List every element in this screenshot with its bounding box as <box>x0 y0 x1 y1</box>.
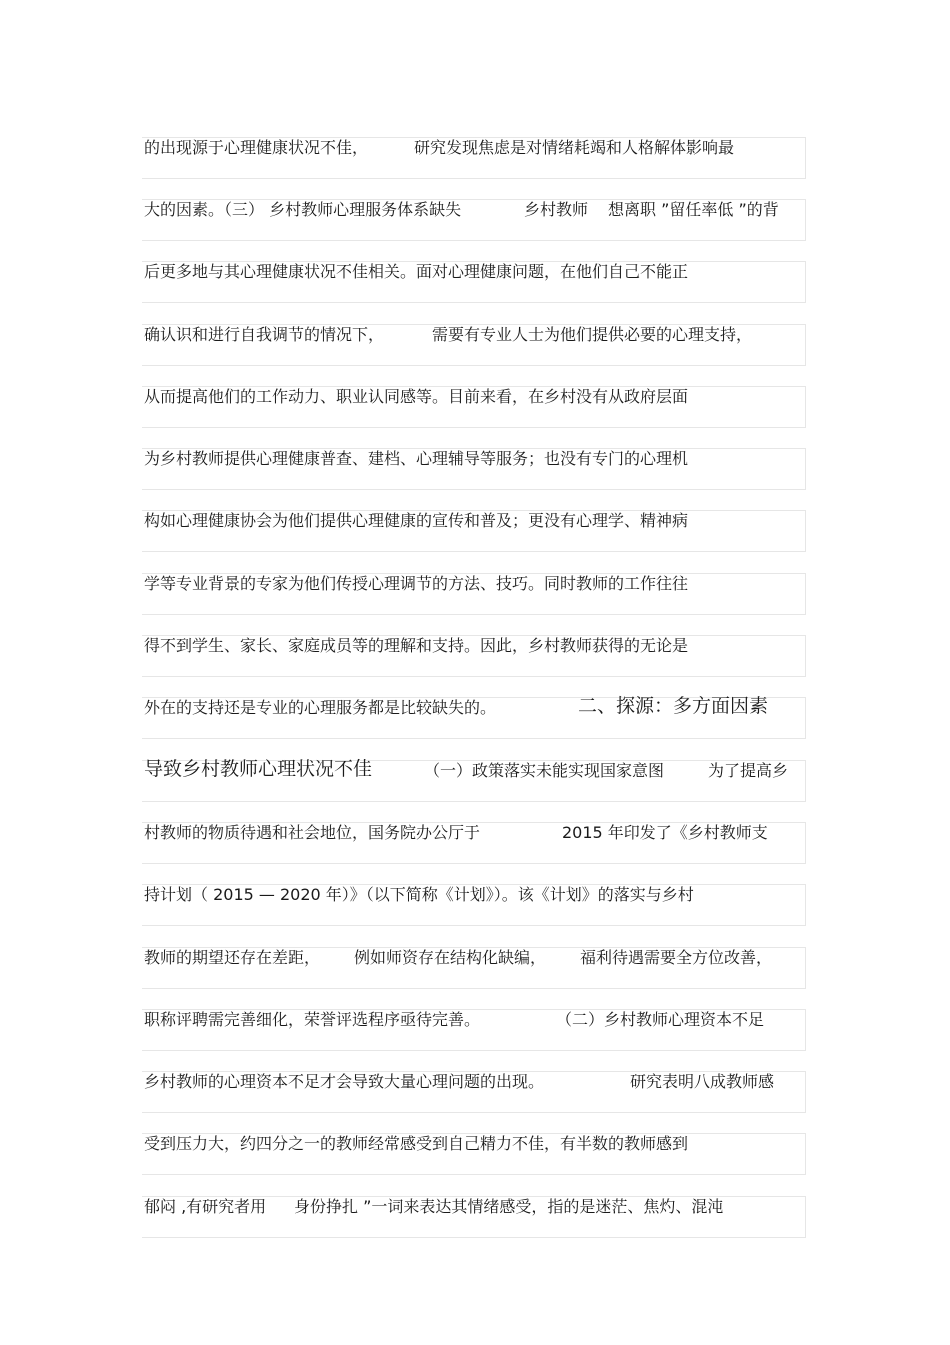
text-segment: 福利待遇需要全方位改善， <box>580 948 773 967</box>
text-segment: （一）政策落实未能实现国家意图 <box>424 761 665 780</box>
text-line <box>142 1071 806 1113</box>
text-line <box>142 697 806 739</box>
text-segment: 郁闷 ,有研究者用 <box>144 1197 267 1216</box>
text-segment: （二）乡村教师心理资本不足 <box>556 1010 765 1029</box>
text-line <box>142 947 806 989</box>
text-segment: 构如心理健康协会为他们提供心理健康的宣传和普及；更没有心理学、精神病 <box>144 511 689 530</box>
text-line <box>142 1196 806 1238</box>
text-line <box>142 822 806 864</box>
text-segment: 想离职 ”留任率低 ”的背 <box>608 200 779 219</box>
section-heading: 导致乡村教师心理状况不佳 <box>144 758 373 780</box>
text-segment: 大的因素。（三） 乡村教师心理服务体系缺失 <box>144 200 462 219</box>
text-line <box>142 199 806 241</box>
text-segment: 例如师资存在结构化缺编， <box>354 948 547 967</box>
text-segment: 确认识和进行自我调节的情况下， <box>144 325 385 344</box>
section-heading: 二、探源：多方面因素 <box>578 695 769 717</box>
text-segment: 为了提高乡 <box>708 761 789 780</box>
text-line <box>142 1009 806 1051</box>
text-segment: 研究表明八成教师感 <box>630 1072 775 1091</box>
text-segment: 身份挣扎 ”一词来表达其情绪感受，指的是迷茫、焦灼、混沌 <box>294 1197 724 1216</box>
text-segment: 外在的支持还是专业的心理服务都是比较缺失的。 <box>144 698 497 717</box>
text-segment: 为乡村教师提供心理健康普查、建档、心理辅导等服务；也没有专门的心理机 <box>144 449 689 468</box>
text-segment: 研究发现焦虑是对情绪耗竭和人格解体影响最 <box>414 138 735 157</box>
text-segment: 从而提高他们的工作动力、职业认同感等。目前来看，在乡村没有从政府层面 <box>144 387 689 406</box>
text-segment: 后更多地与其心理健康状况不佳相关。面对心理健康问题，在他们自己不能正 <box>144 262 689 281</box>
text-segment: 教师的期望还存在差距， <box>144 948 321 967</box>
text-segment: 得不到学生、家长、家庭成员等的理解和支持。因此，乡村教师获得的无论是 <box>144 636 689 655</box>
text-line <box>142 760 806 802</box>
text-segment: 职称评聘需完善细化，荣誉评选程序亟待完善。 <box>144 1010 481 1029</box>
text-segment: 持计划（ 2015 — 2020 年）》（以下简称《计划》）。该《计划》的落实与乡村 <box>144 885 694 904</box>
text-segment: 乡村教师 <box>524 200 589 219</box>
text-line <box>142 137 806 179</box>
text-line <box>142 884 806 926</box>
text-line <box>142 448 806 490</box>
text-segment: 需要有专业人士为他们提供必要的心理支持， <box>432 325 753 344</box>
text-line <box>142 261 806 303</box>
text-segment: 2015 年印发了《乡村教师支 <box>562 823 768 842</box>
text-line <box>142 510 806 552</box>
text-line <box>142 573 806 615</box>
text-line <box>142 324 806 366</box>
text-segment: 的出现源于心理健康状况不佳， <box>144 138 369 157</box>
text-line <box>142 386 806 428</box>
text-line <box>142 1133 806 1175</box>
text-segment: 村教师的物质待遇和社会地位，国务院办公厅于 <box>144 823 481 842</box>
text-segment: 乡村教师的心理资本不足才会导致大量心理问题的出现。 <box>144 1072 545 1091</box>
text-line <box>142 635 806 677</box>
text-segment: 学等专业背景的专家为他们传授心理调节的方法、技巧。同时教师的工作往往 <box>144 574 689 593</box>
text-segment: 受到压力大，约四分之一的教师经常感受到自己精力不佳，有半数的教师感到 <box>144 1134 689 1153</box>
